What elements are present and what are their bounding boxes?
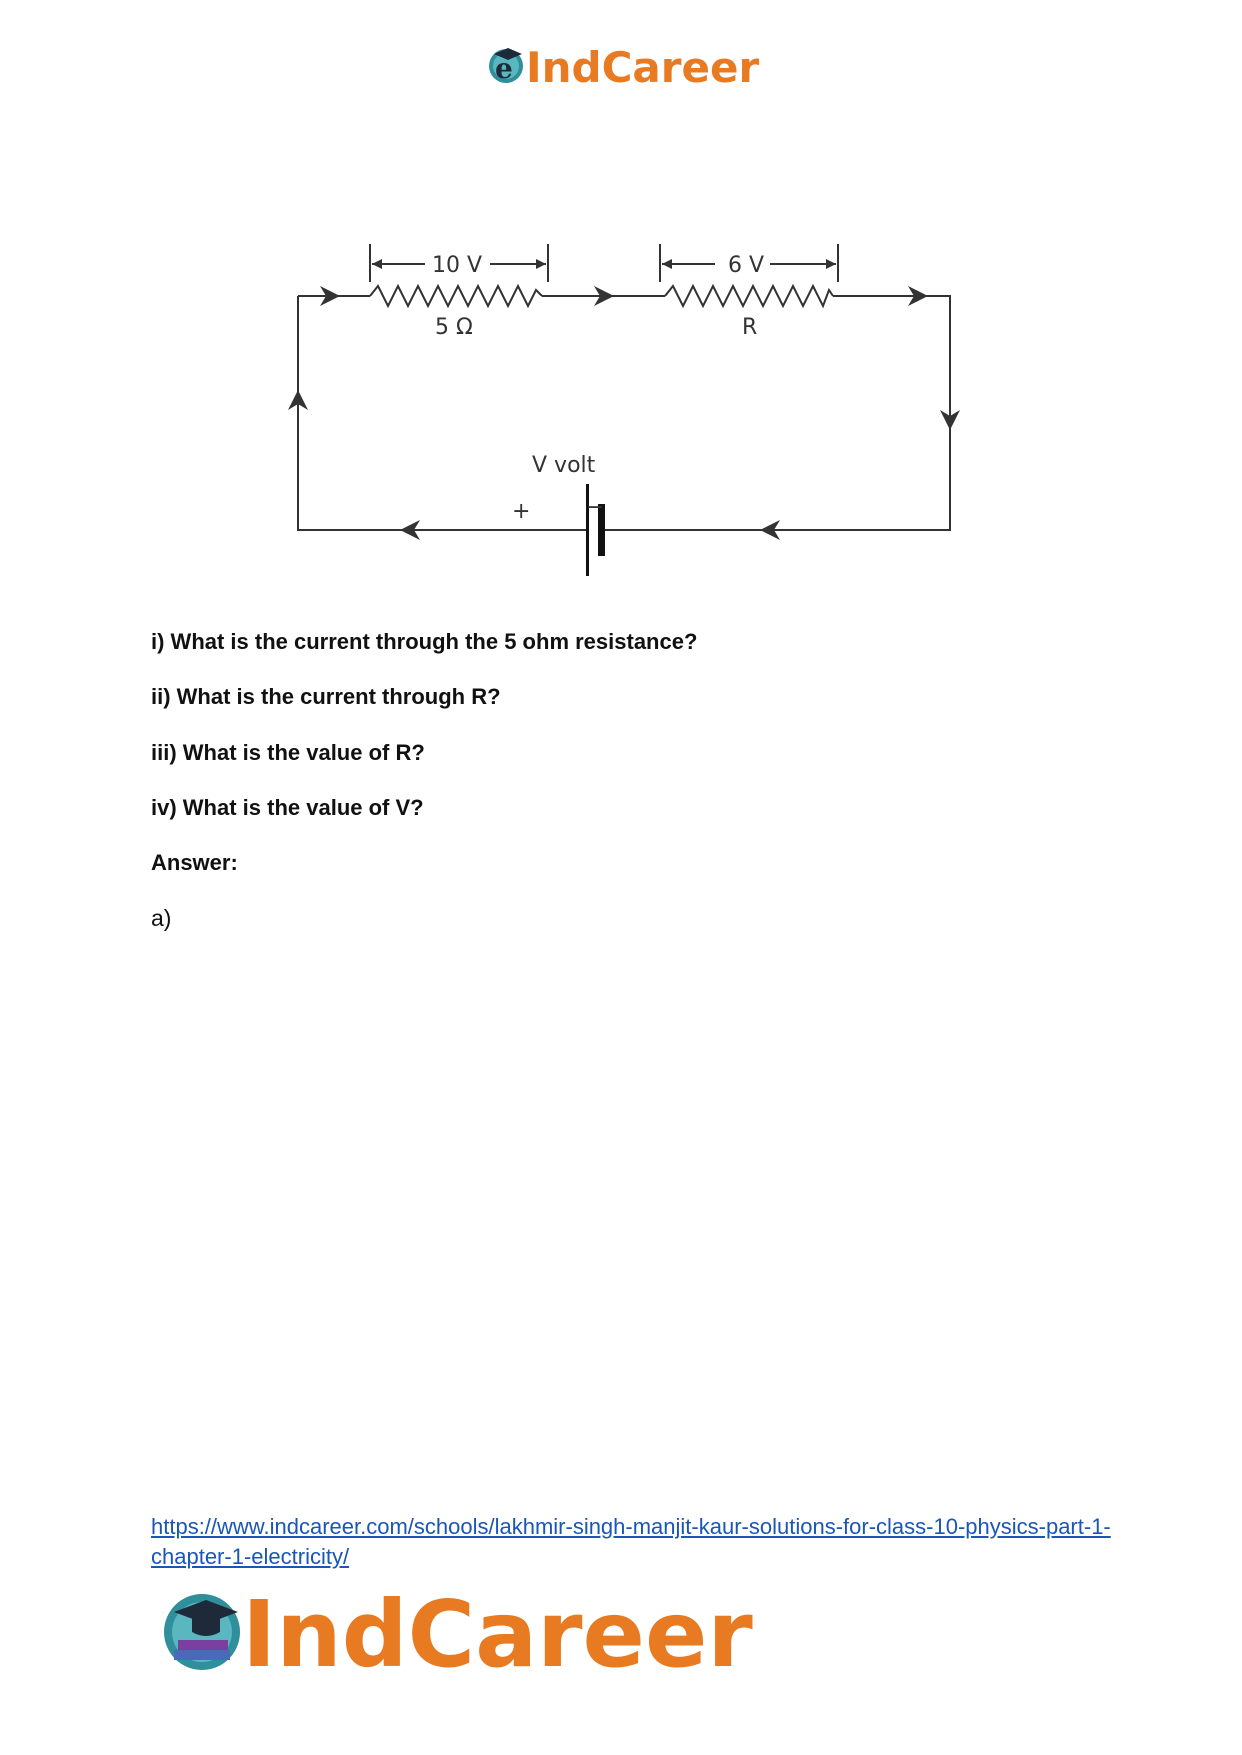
question-iv: iv) What is the value of V? [151, 795, 424, 820]
e-graduation-cap-logo-icon [489, 48, 523, 85]
question-i: i) What is the current through the 5 ohm resistance? [151, 629, 698, 654]
footer-logo [160, 1581, 753, 1688]
battery-minus-sign: − [586, 495, 605, 520]
answer-label: Answer: [151, 850, 238, 875]
battery-plus-sign: + [512, 499, 531, 524]
battery-voltage-label: V volt [532, 453, 596, 478]
source-url-link[interactable]: https://www.indcareer.com/schools/lakhmir-singh-manjit-kaur-solutions-for-class-10-physics-part-1-chapter-1-electricity/ [151, 1514, 1111, 1569]
svg-text:e: e [495, 52, 513, 85]
footer-logo-text: IndCareer [242, 1581, 753, 1688]
resistor1-value-label: 5 Ω [435, 315, 473, 340]
question-iii: iii) What is the value of R? [151, 740, 425, 765]
answer-part-a: a) [151, 905, 172, 931]
books-graduation-cap-logo-icon [164, 1594, 240, 1670]
resistor2-value-label: R [742, 315, 758, 340]
header-logo-text: IndCareer [526, 43, 760, 92]
question-ii: ii) What is the current through R? [151, 684, 501, 709]
circuit-diagram [280, 230, 980, 590]
header-logo [486, 40, 766, 100]
resistor2-voltage-label: 6 V [728, 253, 765, 278]
resistor1-voltage-label: 10 V [432, 253, 483, 278]
